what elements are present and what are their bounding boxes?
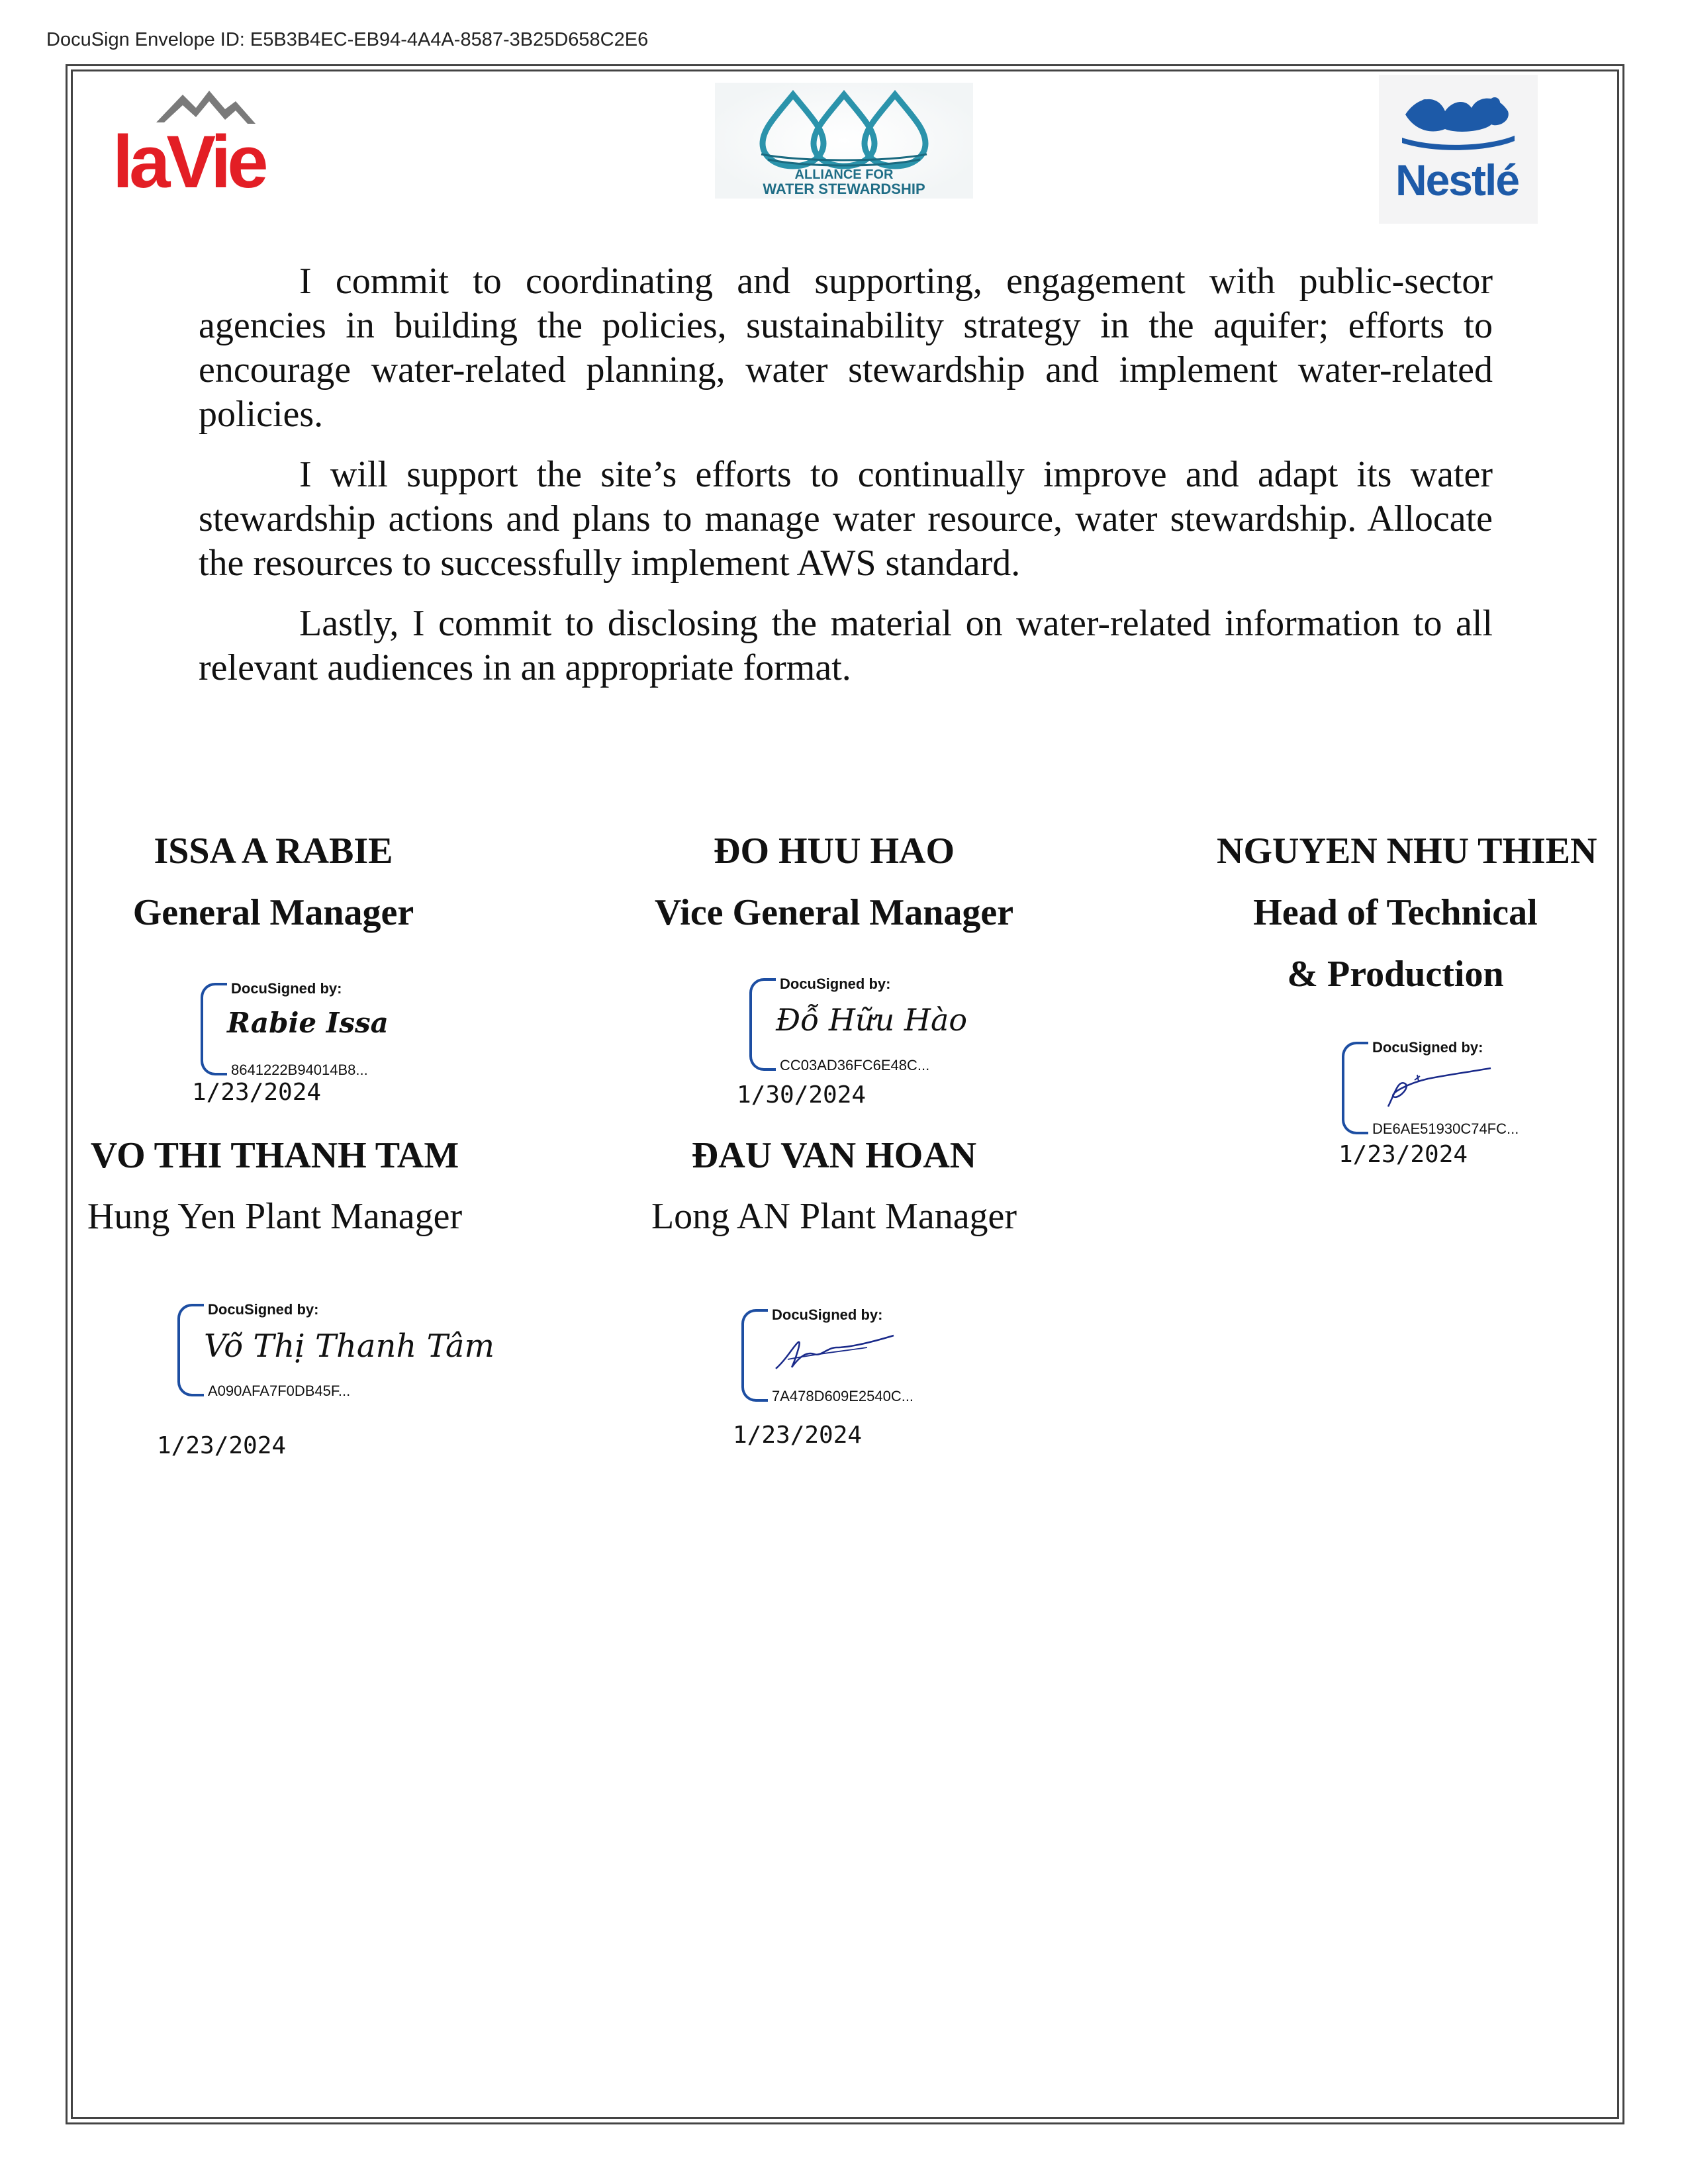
docusign-signature-block[interactable]: [741, 1306, 960, 1404]
signer-title: Long AN Plant Manager: [651, 1196, 1017, 1237]
commitment-text: [199, 259, 1493, 706]
signer-name: ĐAU VAN HOAN: [691, 1135, 977, 1176]
signer-name: VO THI THANH TAM: [90, 1135, 459, 1176]
docusign-bracket: [749, 978, 776, 1071]
aws-line2: WATER STEWARDSHIP: [763, 181, 925, 197]
docusign-signature-block[interactable]: [177, 1301, 522, 1399]
signature-date: 1/23/2024: [1338, 1141, 1468, 1168]
commitment-paragraph-1: I commit to coordinating and supporting, engagement with public-sector agencies in building the policies, sustainability strategy in the aquifer; efforts to encourage water-related planning, water stewardship and implement water-related policies.: [199, 261, 1493, 435]
signature-hash: 8641222B94014B8...: [231, 1062, 368, 1078]
signer-title: Hung Yen Plant Manager: [87, 1196, 463, 1237]
docusign-envelope-id: DocuSign Envelope ID: E5B3B4EC-EB94-4A4A-8587-3B25D658C2E6: [46, 29, 649, 50]
docusigned-by-label: DocuSigned by:: [780, 976, 891, 992]
lavie-wordmark: laVie: [113, 120, 265, 195]
signature-hash: DE6AE51930C74FC...: [1372, 1120, 1519, 1137]
signer-title: General Manager: [132, 892, 414, 933]
commitment-paragraph-2: I will support the site’s efforts to continually improve and adapt its water stewardship actions and plans to manage water resource, water stewardship. Allocate the resources to successfully implement AWS standard.: [199, 454, 1493, 584]
docusigned-by-label: DocuSigned by:: [772, 1306, 883, 1323]
signature: Đỗ Hữu Hào: [776, 1002, 968, 1038]
nest-birds-icon: [1379, 75, 1538, 224]
docusign-bracket: [177, 1304, 204, 1396]
docusign-bracket: [201, 983, 227, 1075]
signer-title: Head of Technical: [1253, 892, 1538, 933]
signature-date: 1/30/2024: [737, 1081, 867, 1109]
signature-hash: CC03AD36FC6E48C...: [780, 1057, 930, 1073]
docusigned-by-label: DocuSigned by:: [208, 1301, 319, 1318]
signer-title: Vice General Manager: [654, 892, 1014, 933]
signature-date: 1/23/2024: [733, 1422, 863, 1449]
signature-date: 1/23/2024: [157, 1432, 287, 1459]
lavie-mountain-icon: [111, 83, 297, 195]
signature: Võ Thị Thanh Tâm: [204, 1328, 495, 1365]
docusign-bracket: [1342, 1042, 1368, 1134]
docusign-signature-block[interactable]: [749, 978, 968, 1071]
signature-hash: A090AFA7F0DB45F...: [208, 1383, 351, 1399]
signer-name: NGUYEN NHU THIEN: [1217, 831, 1597, 872]
commitment-paragraph-3: Lastly, I commit to disclosing the material on water-related information to all relevant audiences in an appropriate format.: [199, 603, 1493, 688]
docusigned-by-label: DocuSigned by:: [231, 980, 342, 997]
handwritten-signature: [1368, 1060, 1501, 1113]
signer-name: ĐO HUU HAO: [714, 831, 955, 872]
water-drops-icon: [715, 83, 973, 199]
signature-hash: 7A478D609E2540C...: [772, 1388, 914, 1404]
aws-logo: [715, 83, 973, 199]
docusign-signature-block[interactable]: [201, 980, 419, 1078]
aws-line1: ALLIANCE FOR: [794, 167, 894, 182]
lavie-logo: [111, 83, 297, 195]
signer-name: ISSA A RABIE: [154, 831, 393, 872]
docusigned-by-label: DocuSigned by:: [1372, 1039, 1483, 1056]
signature-date: 1/23/2024: [192, 1079, 322, 1106]
nestle-logo: [1379, 75, 1538, 224]
handwritten-signature: [768, 1328, 900, 1381]
docusign-bracket: [741, 1309, 768, 1402]
nestle-wordmark: Nestlé: [1395, 156, 1519, 205]
signature: Rabie Issa: [227, 1007, 389, 1039]
docusign-signature-block[interactable]: [1342, 1039, 1560, 1137]
signer-title-line2: & Production: [1287, 954, 1504, 995]
